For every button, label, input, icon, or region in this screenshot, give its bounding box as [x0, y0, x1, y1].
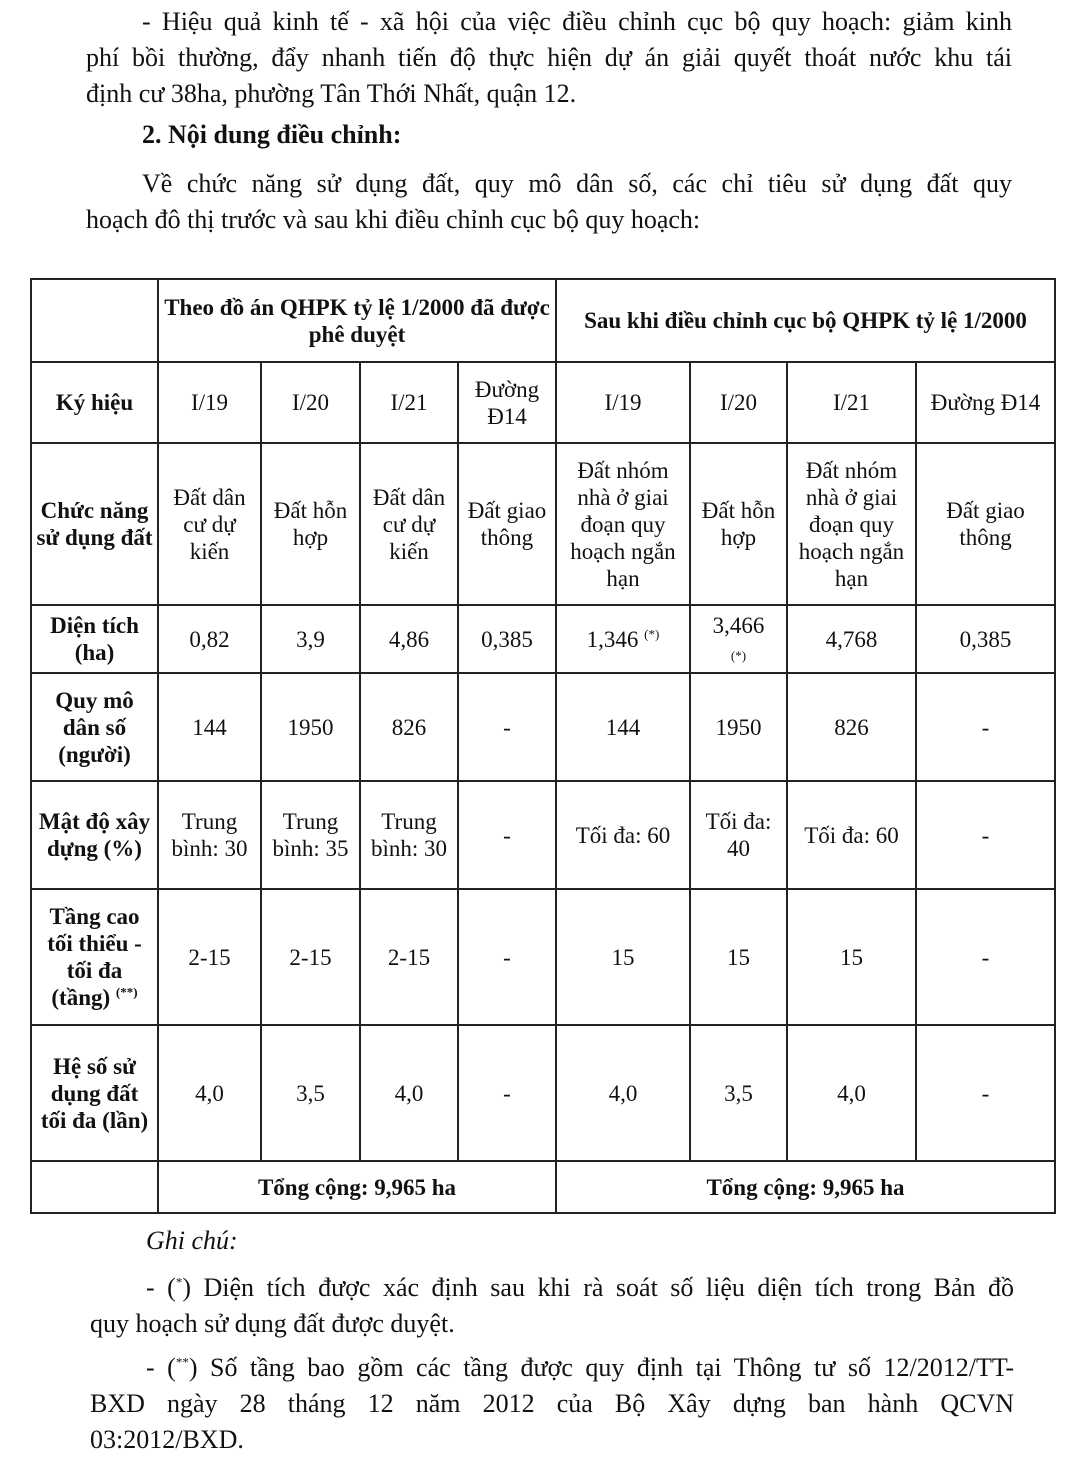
table-cell: I/19: [556, 362, 690, 443]
table-cell: -: [458, 1025, 556, 1161]
intro-paragraph: [86, 4, 1012, 112]
section-line-1: Về chức năng sử dụng đất, quy mô dân số, các chỉ tiêu sử dụng đất quy: [142, 169, 1012, 198]
note-2-line-2: BXD ngày 28 tháng 12 năm 2012 của Bộ Xây dựng ban hành QCVN: [90, 1389, 1014, 1418]
table-cell: [690, 605, 787, 673]
table-row: [31, 605, 1055, 673]
table-cell: I/21: [787, 362, 916, 443]
table-cell: 0,82: [158, 605, 261, 673]
row-label-ky-hieu: Ký hiệu: [31, 362, 158, 443]
note-1: [90, 1270, 1014, 1342]
table-row: [31, 1025, 1055, 1161]
total-after: Tổng cộng: 9,965 ha: [556, 1161, 1055, 1213]
cell-value: 1,346: [586, 626, 639, 652]
table-cell: Đất giao thông: [458, 443, 556, 605]
note-2-mark: **: [175, 1354, 189, 1370]
table-cell: -: [916, 673, 1055, 781]
note-1-line-1: - (*) Diện tích được xác định sau khi rà soát số liệu diện tích trong Bản đồ: [146, 1273, 1015, 1302]
table-cell: 826: [787, 673, 916, 781]
section-paragraph: [86, 166, 1012, 238]
table-cell: Trung bình: 30: [158, 781, 261, 889]
section-heading: 2. Nội dung điều chỉnh:: [142, 120, 402, 149]
table-cell: 144: [158, 673, 261, 781]
table-cell: 4,0: [360, 1025, 458, 1161]
note-1-text: ) Diện tích được xác định sau khi rà soát số liệu diện tích trong Bản đồ: [182, 1273, 1015, 1302]
table-cell: 2-15: [261, 889, 360, 1025]
intro-line-3: định cư 38ha, phường Tân Thới Nhất, quận 12.: [86, 79, 577, 108]
table-cell: -: [916, 889, 1055, 1025]
table-cell: Đất giao thông: [916, 443, 1055, 605]
footnote-mark: (*): [730, 648, 747, 663]
table-cell: Đất nhóm nhà ở giai đoạn quy hoạch ngắn hạn: [556, 443, 690, 605]
table-row: [31, 362, 1055, 443]
table-cell: Đường Đ14: [458, 362, 556, 443]
table-cell: 15: [556, 889, 690, 1025]
table-cell: 4,0: [787, 1025, 916, 1161]
table-cell: I/19: [158, 362, 261, 443]
table-cell: 4,0: [158, 1025, 261, 1161]
table-row: [31, 781, 1055, 889]
table-cell: Trung bình: 35: [261, 781, 360, 889]
table-cell: -: [458, 889, 556, 1025]
table-cell: 0,385: [916, 605, 1055, 673]
table-group-header-row: [31, 279, 1055, 362]
table-cell: Đất dân cư dự kiến: [158, 443, 261, 605]
note-1-mark: *: [175, 1274, 183, 1290]
cell-value: 3,466: [712, 613, 765, 638]
table-cell: Đất hỗn hợp: [261, 443, 360, 605]
table-row: [31, 673, 1055, 781]
notes-title: Ghi chú:: [146, 1226, 238, 1255]
table-cell: -: [916, 781, 1055, 889]
table-cell: 2-15: [158, 889, 261, 1025]
planning-table: [30, 278, 1056, 1214]
table-cell: -: [916, 1025, 1055, 1161]
empty-total-label-cell: [31, 1161, 158, 1213]
row-label-dien-tich: Diện tích (ha): [31, 605, 158, 673]
note-2-line-3: 03:2012/BXD.: [90, 1425, 244, 1454]
group-after-header: Sau khi điều chỉnh cục bộ QHPK tỷ lệ 1/2000: [556, 279, 1055, 362]
row-label-mat-do: Mật độ xây dựng (%): [31, 781, 158, 889]
table-cell: -: [458, 781, 556, 889]
table-cell: I/20: [690, 362, 787, 443]
table-cell: 4,86: [360, 605, 458, 673]
section-line-2: hoạch đô thị trước và sau khi điều chỉnh cục bộ quy hoạch:: [86, 205, 701, 234]
row-label-chuc-nang: Chức năng sử dụng đất: [31, 443, 158, 605]
table-cell: Tối đa: 60: [787, 781, 916, 889]
footnote-mark: (**): [115, 984, 138, 1000]
table-cell: I/20: [261, 362, 360, 443]
table-row: [31, 443, 1055, 605]
row-label-text: Tầng cao tối thiểu - tối đa (tầng): [47, 904, 142, 1010]
table-cell: Trung bình: 30: [360, 781, 458, 889]
total-before: Tổng cộng: 9,965 ha: [158, 1161, 556, 1213]
table-cell: 4,0: [556, 1025, 690, 1161]
table-cell: [556, 605, 690, 673]
table-cell: -: [458, 673, 556, 781]
intro-line-1: - Hiệu quả kinh tế - xã hội của việc điều chỉnh cục bộ quy hoạch: giảm kinh: [142, 7, 1012, 36]
empty-corner-cell: [31, 279, 158, 362]
table-cell: Đường Đ14: [916, 362, 1055, 443]
note-1-line-2: quy hoạch sử dụng đất được duyệt.: [90, 1309, 455, 1338]
table-cell: 3,5: [690, 1025, 787, 1161]
table-cell: Tối đa: 60: [556, 781, 690, 889]
group-before-header: Theo đồ án QHPK tỷ lệ 1/2000 đã được phê duyệt: [158, 279, 556, 362]
table-cell: 144: [556, 673, 690, 781]
table-cell: Đất nhóm nhà ở giai đoạn quy hoạch ngắn hạn: [787, 443, 916, 605]
row-label-quy-mo: Quy mô dân số (người): [31, 673, 158, 781]
table-cell: 1950: [261, 673, 360, 781]
table-cell: Tối đa: 40: [690, 781, 787, 889]
table-cell: Đất dân cư dự kiến: [360, 443, 458, 605]
table-cell: 3,9: [261, 605, 360, 673]
table-row: [31, 889, 1055, 1025]
table-cell: 15: [787, 889, 916, 1025]
table-cell: 2-15: [360, 889, 458, 1025]
row-label-he-so: Hệ số sử dụng đất tối đa (lần): [31, 1025, 158, 1161]
table-cell: Đất hỗn hợp: [690, 443, 787, 605]
table-cell: I/21: [360, 362, 458, 443]
table-cell: 3,5: [261, 1025, 360, 1161]
row-label-tang-cao: [31, 889, 158, 1025]
note-2: [90, 1350, 1014, 1458]
table-total-row: [31, 1161, 1055, 1213]
note-2-line-1: - (**) Số tầng bao gồm các tầng được quy định tại Thông tư số 12/2012/TT-: [146, 1353, 1014, 1382]
footnote-mark: (*): [644, 625, 660, 641]
table-cell: 1950: [690, 673, 787, 781]
table-cell: 826: [360, 673, 458, 781]
intro-line-2: phí bồi thường, đẩy nhanh tiến độ thực hiện dự án giải quyết thoát nước khu tái: [86, 43, 1012, 72]
table-cell: 4,768: [787, 605, 916, 673]
table-cell: 0,385: [458, 605, 556, 673]
note-2-text: ) Số tầng bao gồm các tầng được quy định tại Thông tư số 12/2012/TT-: [188, 1353, 1014, 1382]
table-cell: 15: [690, 889, 787, 1025]
